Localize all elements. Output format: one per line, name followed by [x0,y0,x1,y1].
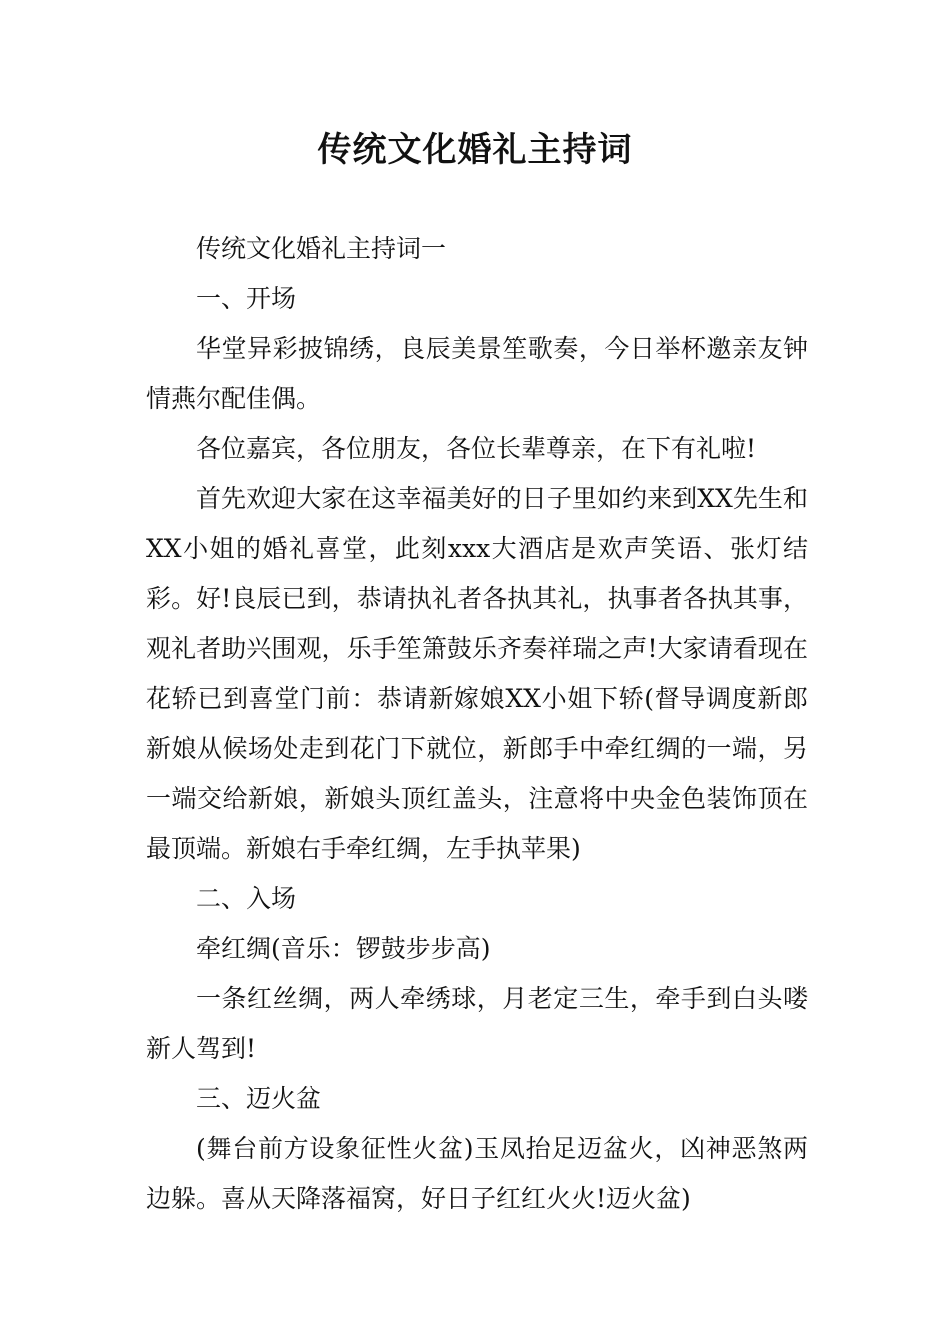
document-body [146,224,808,1224]
paragraph: 华堂异彩披锦绣，良辰美景笙歌奏，今日举杯邀亲友钟情燕尔配佳偶。 [146,334,808,413]
section-heading-fire-basin: 三、迈火盆 [196,1084,322,1113]
paragraph-heading: 传统文化婚礼主持词一 [196,234,447,263]
section-heading-opening: 一、开场 [196,284,297,313]
document-title: 传统文化婚礼主持词 [317,130,633,170]
paragraph: 一条红丝绸，两人牵绣球，月老定三生，牵手到白头喽新人驾到! [146,984,808,1063]
paragraph: 牵红绸(音乐：锣鼓步步高) [196,934,491,963]
paragraph: (舞台前方设象征性火盆)玉凤抬足迈盆火，凶神恶煞两边躲。喜从天降落福窝，好日子红红火火!迈火盆) [146,1134,808,1213]
paragraph: 各位嘉宾，各位朋友，各位长辈尊亲，在下有礼啦! [196,434,757,463]
section-heading-entrance: 二、入场 [196,884,297,913]
paragraph: 首先欢迎大家在这幸福美好的日子里如约来到XX先生和XX小姐的婚礼喜堂，此刻xxx大酒店是欢声笑语、张灯结彩。好!良辰已到，恭请执礼者各执其礼，执事者各执其事，观礼者助兴围观，乐手笙箫鼓乐齐奏祥瑞之声!大家请看现在花轿已到喜堂门前：恭请新嫁娘XX小姐下轿(督导调度新郎新娘从候场处走到花门下就位，新郎手中牵红绸的一端，另一端交给新娘，新娘头顶红盖头，注意将中央金色装饰顶在最顶端。新娘右手牵红绸，左手执苹果) [146,484,808,863]
